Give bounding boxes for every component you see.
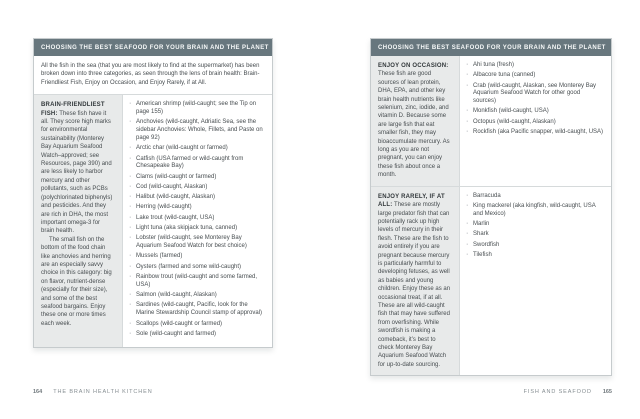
bullet-icon: · <box>129 172 132 180</box>
sidebar-paragraph <box>41 101 115 236</box>
list-item <box>128 225 265 233</box>
list-item <box>465 193 604 201</box>
list-item-text: Ahi tuna (fresh) <box>473 62 515 68</box>
bullet-icon: · <box>466 117 469 125</box>
list-item <box>128 331 265 339</box>
sidebar-heading: BRAIN-FRIENDLIEST FISH: <box>41 102 105 117</box>
left-banner-title: CHOOSING THE BEST SEAFOOD FOR YOUR BRAIN AND THE PLANET <box>41 44 269 51</box>
list-item <box>465 83 604 106</box>
bullet-icon: · <box>129 234 132 242</box>
list-item-text: Barracuda <box>473 192 501 199</box>
right-running-head: FISH AND SEAFOOD <box>523 389 592 395</box>
list-item <box>128 264 265 272</box>
list-item-text: Shark <box>473 231 489 238</box>
bullet-icon: · <box>129 319 132 327</box>
bullet-icon: · <box>129 273 132 281</box>
bullet-icon: · <box>129 301 132 309</box>
list-item <box>465 221 604 229</box>
list-item <box>128 292 265 300</box>
left-page-banner <box>34 39 272 56</box>
right-page-panel <box>370 38 612 376</box>
list-item-text: Lobster (wild-caught, see Monterey Bay Aquarium Seafood Watch for best choice) <box>136 235 247 250</box>
bullet-icon: · <box>466 81 469 89</box>
right-page-footer <box>524 389 612 395</box>
bullet-icon: · <box>466 220 469 228</box>
bullet-icon: · <box>129 329 132 337</box>
section-heading: ENJOY RARELY, IF AT ALL: <box>378 193 445 209</box>
list-item-text: King mackerel (aka kingfish, wild-caught, USA and Mexico) <box>473 202 596 217</box>
enjoy-on-occasion-row <box>371 56 611 187</box>
bullet-icon: · <box>466 71 469 79</box>
left-page-panel <box>33 38 273 348</box>
sidebar-paragraph <box>378 193 452 370</box>
list-item-text: Rockfish (aka Pacific snapper, wild-caught, USA) <box>473 129 604 136</box>
sidebar-paragraph <box>378 62 452 180</box>
list-item-text: Sole (wild-caught and farmed) <box>136 330 217 337</box>
list-item <box>128 235 265 251</box>
bullet-icon: · <box>129 252 132 260</box>
bullet-icon: · <box>129 193 132 201</box>
bullet-icon: · <box>129 262 132 270</box>
bullet-icon: · <box>129 224 132 232</box>
list-item-text: Herring (wild-caught) <box>136 204 192 211</box>
list-item-text: Scallops (wild-caught or farmed) <box>136 320 223 327</box>
list-item <box>128 253 265 261</box>
bullet-icon: · <box>129 203 132 211</box>
bullet-icon: · <box>466 250 469 258</box>
list-item-text: American shrimp (wild-caught; see the Tip on page 155) <box>136 101 257 116</box>
right-page-number: 165 <box>602 389 612 395</box>
list-item <box>465 129 604 137</box>
list-item-text: Lake trout (wild-caught, USA) <box>136 214 215 221</box>
sidebar-body: These fish have it all. They score high marks for environmental sustainability (Monterey Bay Aquarium Seafood Watch–approved; see Resources, page 390) and are less likely to harbor mercury and other pollutants, such as PCBs (polychlorinated biphenyls) and pesticides. And they are rich in DHA, the most important omega-3 for brain health. <box>41 110 113 235</box>
section-body: These fish are good sources of lean protein, DHA, EPA, and other key brain health nutrients like selenium, zinc, iodide, and vitamin D. Because some are large fish that eat smaller fish, they may bioaccumulate mercury. As long as you are not pregnant, you can enjoy these fish about once a month. <box>378 71 450 179</box>
list-item-text: Sardines (wild-caught, Pacific, look for the Marine Stewardship Council stamp of approval) <box>136 302 263 317</box>
list-item-text: Crab (wild-caught, Alaskan, see Monterey Bay Aquarium Seafood Watch for other good sources) <box>473 82 597 105</box>
list-item-text: Rainbow trout (wild-caught and some farmed, USA) <box>136 274 258 288</box>
bullet-icon: · <box>466 201 469 209</box>
list-item-text: Anchovies (wild-caught, Adriatic Sea, see the sidebar Anchovies: Whole, Fillets, and Paste on page 92) <box>136 119 263 141</box>
list-item-text: Mussels (farmed) <box>136 253 183 260</box>
list-item-text: Swordfish <box>473 241 500 248</box>
right-banner-title: CHOOSING THE BEST SEAFOOD FOR YOUR BRAIN AND THE PLANET <box>378 44 606 51</box>
bullet-icon: · <box>129 154 132 162</box>
list-item-text: Oysters (farmed and some wild-caught) <box>136 263 242 270</box>
enjoy-rarely-row <box>371 187 611 376</box>
list-item <box>128 204 265 212</box>
list-item <box>128 302 265 318</box>
list-item <box>128 145 265 153</box>
list-item-text: Catfish (USA farmed or wild-caught from Chesapeake Bay) <box>136 155 244 170</box>
list-item <box>128 156 265 172</box>
left-page-number: 164 <box>33 389 43 395</box>
list-item <box>128 119 265 142</box>
bullet-icon: · <box>466 61 469 68</box>
list-item <box>465 203 604 219</box>
section-heading: ENJOY ON OCCASION: <box>378 63 449 69</box>
bullet-icon: · <box>466 240 469 248</box>
bullet-icon: · <box>466 107 469 115</box>
list-item <box>465 231 604 239</box>
bullet-icon: · <box>129 291 132 299</box>
bullet-icon: · <box>466 191 469 199</box>
brain-friendliest-fish-list <box>122 95 272 347</box>
enjoy-rarely-sidebar <box>371 187 459 376</box>
list-item <box>128 194 265 202</box>
enjoy-rarely-fish-list <box>459 187 611 376</box>
list-item <box>465 62 604 70</box>
left-columns <box>34 95 272 347</box>
bullet-icon: · <box>129 144 132 152</box>
bullet-icon: · <box>129 182 132 190</box>
list-item-text: Octopus (wild-caught, Alaskan) <box>473 118 556 125</box>
bullet-icon: · <box>129 118 132 126</box>
list-item-text: Tilefish <box>473 251 492 258</box>
list-item-text: Clams (wild-caught or farmed) <box>136 173 217 180</box>
list-item <box>465 108 604 116</box>
section-body: These are mostly large predator fish that can potentially rack up high levels of mercury in their flesh. These are the fish to avoid entirely if you are pregnant because mercury is particularly harmful to developing fetuses, as well as babies and young children. Enjoy these as an occasional treat, if at all. These are all wild-caught fish that may have suffered from overfishing. While swordfish is making a comeback, it’s best to check Monterey Bay Aquarium Seafood Watch for up-to-date sourcing. <box>378 202 451 368</box>
list-item-text: Marlin <box>473 221 490 228</box>
list-item <box>128 321 265 329</box>
bullet-icon: · <box>466 230 469 238</box>
bullet-icon: · <box>466 128 469 136</box>
brain-friendliest-sidebar <box>34 95 122 347</box>
sidebar-paragraph-2: The small fish on the bottom of the food chain like anchovies and herring are an especially savvy choice in this category: big on flavor, nutrient-dense (especially for their size), and some of the best seafood bargains. Enjoy these one or more times each week. <box>41 236 112 327</box>
enjoy-on-occasion-fish-list <box>459 56 611 186</box>
left-running-head: THE BRAIN HEALTH KITCHEN <box>53 389 153 395</box>
list-item <box>128 174 265 182</box>
list-item <box>465 252 604 260</box>
list-item-text: Light tuna (aka skipjack tuna, canned) <box>136 225 238 232</box>
list-item <box>128 101 265 117</box>
right-page-banner <box>371 39 611 56</box>
left-page-footer <box>33 389 153 395</box>
left-intro-paragraph: All the fish in the sea (that you are most likely to find at the supermarket) has been broken down into three categories, as seen through the lens of brain health: Brain-Friendliest Fish, Enjoy on Occasion, and Enjoy Rarely, if at All. <box>34 56 272 95</box>
bullet-icon: · <box>129 213 132 221</box>
list-item-text: Cod (wild-caught, Alaskan) <box>136 183 208 190</box>
list-item <box>128 274 265 290</box>
list-item <box>465 72 604 80</box>
bullet-icon: · <box>129 100 132 108</box>
list-item-text: Halibut (wild-caught, Alaskan) <box>136 194 216 201</box>
enjoy-on-occasion-sidebar <box>371 56 459 186</box>
list-item-text: Arctic char (wild-caught or farmed) <box>136 145 228 152</box>
list-item <box>465 119 604 127</box>
list-item-text: Monkfish (wild-caught, USA) <box>473 108 549 115</box>
list-item-text: Salmon (wild-caught, Alaskan) <box>136 292 217 299</box>
list-item <box>128 215 265 223</box>
list-item <box>128 184 265 192</box>
list-item-text: Albacore tuna (canned) <box>473 72 536 79</box>
list-item <box>465 242 604 250</box>
